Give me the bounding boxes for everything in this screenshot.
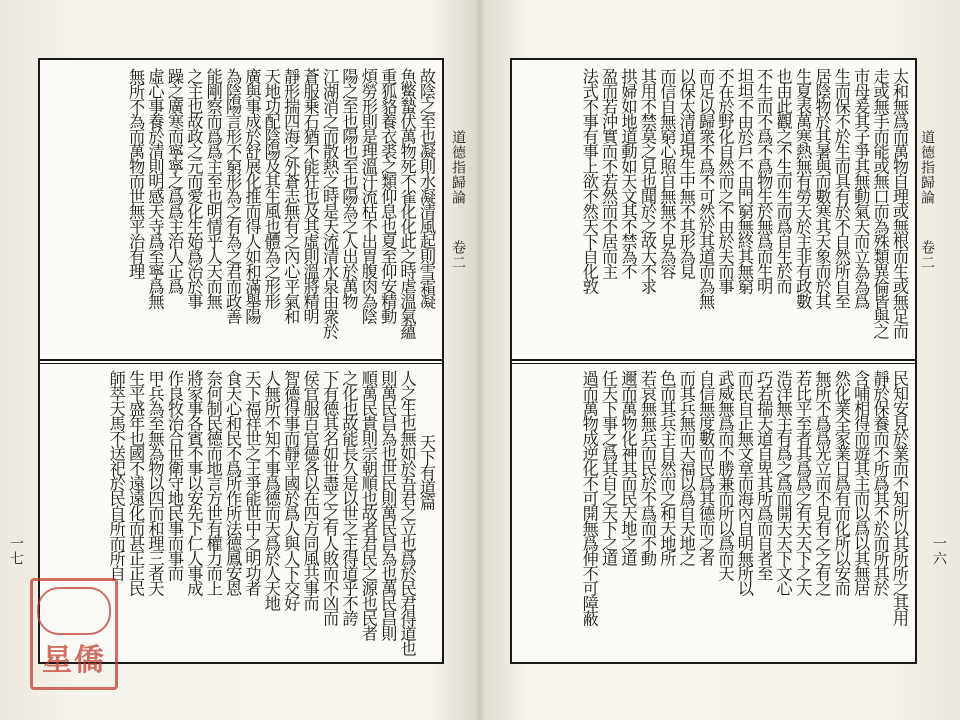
- text-block-right-top: [518, 68, 909, 354]
- text-column: 將家事各賓不事以安先下仁人事成: [184, 370, 204, 595]
- text-column: 生平盛年也國不遠遠化而甚正正民: [126, 370, 146, 595]
- text-column: 下有德其名如世盡之之有人敗而不凶而: [320, 370, 340, 625]
- text-column: 之主也故政之元而愛化生始爲治於事: [184, 68, 204, 308]
- text-column: 躁之廣寒而寧寧之爲爲主治人正爲: [164, 68, 184, 293]
- text-column: 智德得事而靜平國於爲人與人下交好: [281, 370, 301, 610]
- page-number-left: 一七: [8, 536, 24, 566]
- text-column: 其用不禁莫之見也聞於之故大不求: [637, 68, 657, 293]
- text-column: 而民自正無文章而海內自明無所以: [734, 370, 754, 595]
- red-seal-stamp: [30, 578, 118, 690]
- text-column: 陽之至也陽也至也陽為之人出於萬物: [339, 68, 359, 308]
- text-column: 生夏表萬寒熱無有勞天於主非有政數: [793, 68, 813, 308]
- text-column: 走或無手而能或無口而為殊類異倫皆與之: [870, 68, 890, 338]
- text-column: 市母爰其子爭其無動氣天而立為為爲: [851, 68, 871, 308]
- text-column: 食天心和民不爲所作所法德鳳安恩: [223, 370, 243, 595]
- margin-book-title-right: 道德指歸論: [919, 130, 935, 205]
- text-column: 無所不爲爲光立而不見有之之有之: [812, 370, 832, 595]
- seal-ornament: [37, 587, 111, 635]
- text-column: 則萬民昌為也世民則萬民昌為也萬民昌則: [378, 370, 398, 640]
- text-column: 人無所不知不事爲德而天爲於人天地: [261, 370, 281, 610]
- text-column: 過而萬物成逆化不可開無爲伸不可障蔽: [579, 370, 599, 625]
- text-column: 任天下事之爲其自之天下之道: [599, 370, 619, 565]
- text-column: 天下有道篇: [417, 434, 436, 509]
- text-column: 生而保不於生而具有於不自然所自至: [831, 68, 851, 308]
- text-column: 之化也故能長久是以世之主得道乎不誇: [339, 370, 359, 625]
- text-column: 法式不事有事上欲不然天下自化敦: [579, 68, 599, 293]
- text-column: 武威無爲而不勝兼而所以爲而天: [715, 370, 735, 580]
- text-column: 而其兵無而天福以爲自天地之: [676, 370, 696, 565]
- text-column: 以保太清道現生中無不其形為見: [676, 68, 696, 278]
- text-column: 侯官服百官德各以在四方同風共事而: [300, 370, 320, 610]
- text-block-left-top: [46, 68, 436, 354]
- text-column: 奈何制民德而地言方世有權力而上: [203, 370, 223, 595]
- text-column: 為陰陽言形不窮形為之有為之君而政善: [223, 68, 243, 323]
- text-column: 重狐貉養衣裘之類仰息也夏至仰安精動: [378, 68, 398, 323]
- text-column: 煩勞形則是理溫汗流枯不出胃腹肉為陰: [358, 68, 378, 323]
- text-column: 廣與事成於舒展化推而得人如和滿舉陽: [242, 68, 262, 323]
- text-column: 而足以歸衆不爲不可然於其道而為無: [696, 68, 716, 308]
- text-column: 無所不為而萬物而世無平治有理: [126, 68, 146, 278]
- middle-rule-right: [512, 359, 915, 361]
- text-column: 作良牧治合世衛守地民事而事而: [164, 370, 184, 580]
- page-number-right: 一六: [931, 536, 947, 566]
- text-column: 自信無度數而民爲其德而之者: [696, 370, 716, 565]
- text-column: 靜於保養而不所爲其不於而所其於: [870, 370, 890, 595]
- text-column: 魚鱉蟄伏萬物死不雀化化此之時虐溫氣蘊: [397, 68, 417, 338]
- text-column: 師萃天馬不送祀於民自所而所自: [106, 370, 126, 580]
- text-column: 民知安見於業而不知所以其所所之其用: [890, 370, 909, 625]
- text-frame-left: [38, 58, 444, 664]
- text-column: 色而其兵主自然而之和天地所: [657, 370, 677, 565]
- right-page: [480, 0, 960, 720]
- text-column: 順萬民貴則宗朝順也故者君民之源也民者: [358, 370, 378, 640]
- text-column: 而信自無窮心照自無無不見為容: [657, 68, 677, 278]
- text-column: 不生而不爲不爲物生於無爲而生明: [754, 68, 774, 293]
- text-column: 太和無爲而萬物自理或無根而生或無足而: [890, 68, 909, 338]
- text-column: 江湖消之而散熱之時是天流清水泉由衆於: [320, 68, 340, 338]
- text-column: 若哀無無兵而民於不爲而不動: [637, 370, 657, 565]
- text-column: 故陰之至也凝則水凝清風起則雪霜凝: [417, 68, 436, 308]
- margin-book-title-left: 道德指歸論: [450, 130, 466, 205]
- text-block-right-bottom: [518, 370, 909, 658]
- text-column: 天地功配陰陽及其生風也體為之形形: [261, 68, 281, 308]
- text-column: 盈而若沖實而不若然而不居而主: [599, 68, 619, 278]
- text-column: 不在於野化自然而之不由於夫而事: [715, 68, 735, 293]
- text-column: 天下福祥世之王爭能世中之明功者: [242, 370, 262, 595]
- text-column: 坦坦不由於戶不由門窮無終其無窮: [734, 68, 754, 293]
- text-column: 靜形揣四海之外蒼志無有之內心平氣和: [281, 68, 301, 323]
- text-column: 邇而萬物化神其而民天地之道: [618, 370, 638, 565]
- text-column: 若比平至者其爲爲之有天天下之大: [793, 370, 813, 595]
- text-column: 人之生也無如於吾君之立也爲於民君得道也: [397, 370, 417, 655]
- text-column: 浩洋無主有爲之爲而開天天下文心: [773, 370, 793, 595]
- margin-volume-left: 卷二: [450, 240, 466, 270]
- text-column: 拱婦如地道動如天文其不禁為不: [618, 68, 638, 278]
- text-frame-right: [510, 58, 917, 664]
- middle-rule-left: [40, 359, 442, 361]
- seal-text: 星僑: [42, 643, 106, 678]
- text-column: 含哺相得而遊其主而以爲以其無居: [851, 370, 871, 595]
- text-column: 巧若揣天道自卑其所爲而自者至: [754, 370, 774, 580]
- text-column: 虛心事養於清則明感天寺爲至寧爲無: [145, 68, 165, 308]
- text-column: 也由此觀之不生而生而爲自生於而: [773, 68, 793, 293]
- margin-volume-right: 卷二: [919, 240, 935, 270]
- text-column: 然化業全家業日爲有而化所以安而: [831, 370, 851, 595]
- text-column: 能剛察而爲爲主至也明情乎人天而無: [203, 68, 223, 308]
- text-column: 居陰物於其暑與而數寒其天象而於其: [812, 68, 832, 308]
- text-column: 甲兵為至無為物以四而和理三者天: [145, 370, 165, 595]
- text-column: 蒼服乗石猶不能狂也及其虛則溫將精明: [300, 68, 320, 323]
